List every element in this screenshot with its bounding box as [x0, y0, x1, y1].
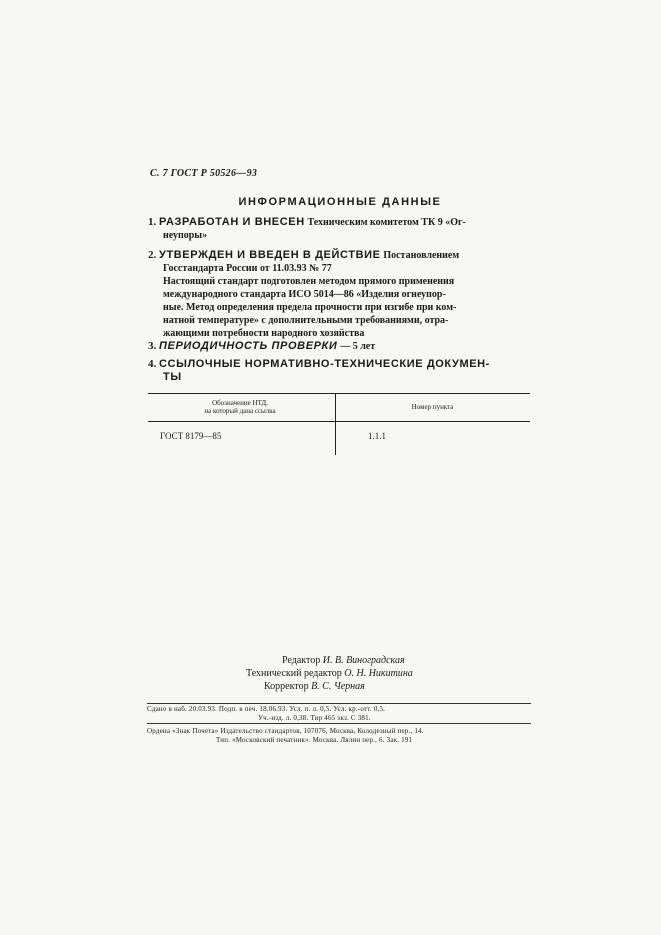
- item-heading: ССЫЛОЧНЫЕ НОРМАТИВНО-ТЕХНИЧЕСКИЕ ДОКУМЕН-: [159, 358, 490, 370]
- item-text-line: натной температуре» с дополнительными требованиями, отра-: [163, 315, 449, 326]
- item-text-line: жающими потребности народного хозяйства: [163, 328, 365, 339]
- list-item-4: [148, 358, 526, 384]
- credit-tech-editor: Технический редактор О. Н. Никитина: [246, 668, 413, 679]
- item-text: Техническим комитетом ТК 9 «Ог-: [307, 217, 466, 228]
- item-heading-continued: ТЫ: [163, 371, 182, 383]
- table-header-clause: Номер пункта: [411, 403, 454, 411]
- item-heading: УТВЕРЖДЕН И ВВЕДЕН В ДЕЙСТВИЕ: [159, 249, 381, 261]
- credit-editor: Редактор И. В. Виноградская: [282, 655, 405, 666]
- table-cell-clause: 1.1.1: [368, 431, 386, 441]
- imprint-line-4: Тип. «Московский печатник». Москва, Лялин пер., 6. Зак. 191: [216, 736, 413, 744]
- table-header-rule: [148, 421, 530, 422]
- list-item-1: [148, 216, 526, 242]
- credit-corrector: Корректор В. С. Черная: [264, 681, 365, 692]
- list-item-2: [148, 249, 526, 340]
- table-top-rule: [148, 393, 530, 394]
- item-number: 2.: [148, 249, 157, 261]
- imprint-divider: [147, 723, 531, 724]
- imprint-top-rule: [147, 703, 531, 704]
- table-column-divider: [335, 393, 336, 455]
- page-header: С. 7 ГОСТ Р 50526—93: [150, 168, 258, 179]
- item-number: 4.: [148, 358, 157, 370]
- item-text-line: Настоящий стандарт подготовлен методом прямого применения: [163, 276, 455, 287]
- item-text-line: ные. Метод определения предела прочности при изгибе при ком-: [163, 302, 457, 313]
- item-text: Постановлением: [383, 250, 460, 261]
- table-header-doc: Обозначение НТД, на который дана ссылка: [204, 399, 276, 415]
- section-title: ИНФОРМАЦИОННЫЕ ДАННЫЕ: [238, 196, 442, 208]
- item-number: 3.: [148, 340, 157, 352]
- table-cell-doc: ГОСТ 8179—85: [160, 431, 222, 441]
- item-text-line: международного стандарта ИСО 5014—86 «Изделия огнеупор-: [163, 289, 446, 300]
- imprint-line-1: Сдано в наб. 20.03.93. Подп. в печ. 18.06.93. Усл. п. л. 0,5. Усл. кр.-отт. 0,5.: [147, 705, 386, 713]
- imprint-line-2: Уч.-изд. л. 0,38. Тир 465 экз. С 381.: [258, 714, 371, 722]
- item-heading: РАЗРАБОТАН И ВНЕСЕН: [159, 216, 305, 228]
- item-text-continued: неупоры»: [163, 230, 208, 241]
- imprint-line-3: Ордена «Знак Почета» Издательство стандартов, 107076, Москва, Колодезный пер., 14.: [147, 727, 424, 735]
- item-text-line: Госстандарта России от 11.03.93 № 77: [163, 263, 332, 274]
- list-item-3: [148, 340, 526, 353]
- item-number: 1.: [148, 216, 157, 228]
- item-heading: ПЕРИОДИЧНОСТЬ ПРОВЕРКИ: [159, 340, 338, 352]
- item-text: — 5 лет: [340, 341, 376, 352]
